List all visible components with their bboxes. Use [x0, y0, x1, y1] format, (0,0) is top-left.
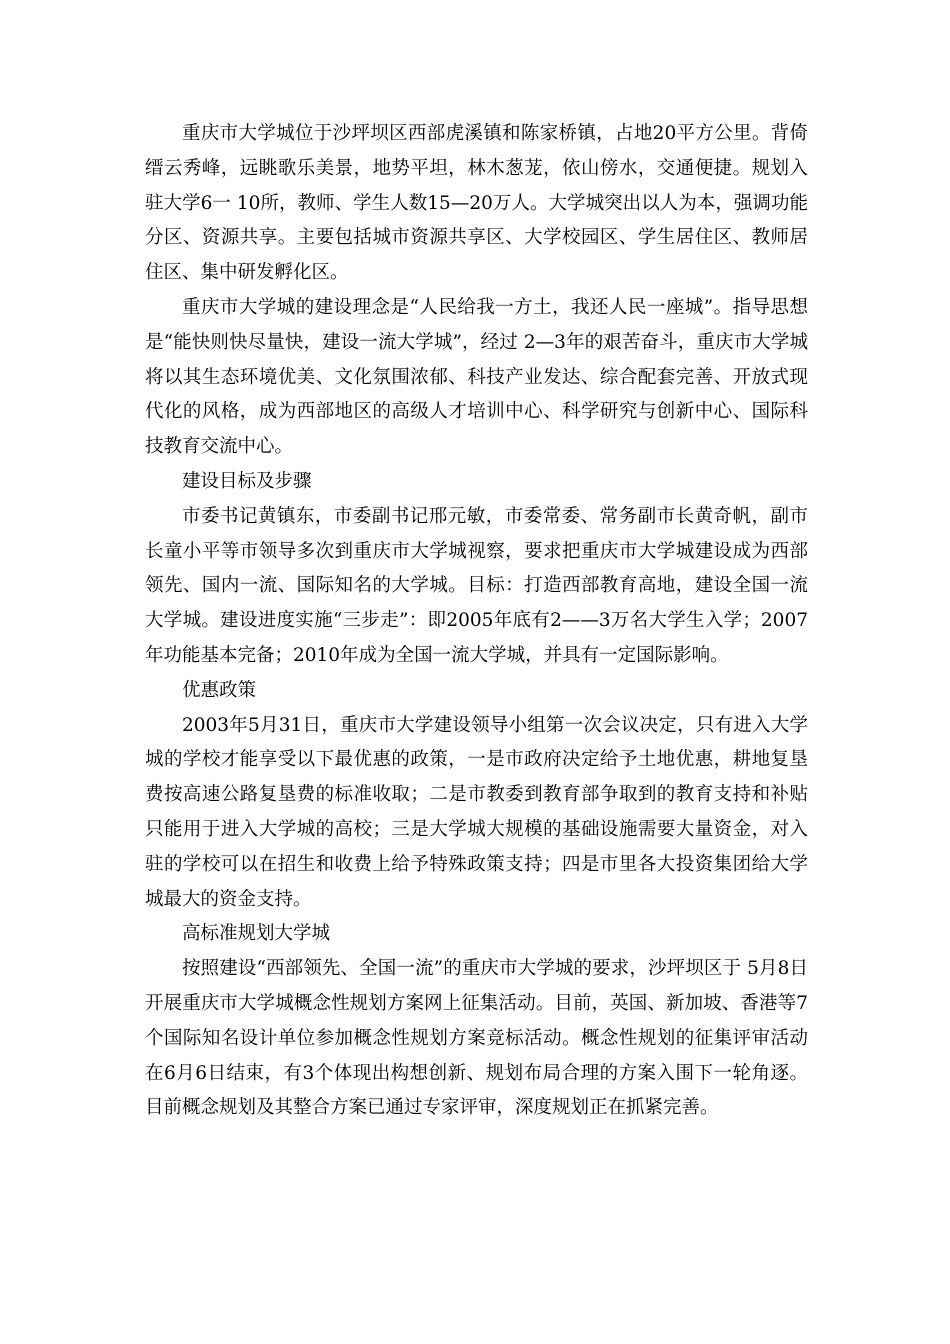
section-heading-goals: 建设目标及步骤 [182, 470, 312, 492]
section-heading-policy: 优惠政策 [182, 679, 257, 701]
paragraph-planning: 按照建设“西部领先、全国一流”的重庆市大学城的要求，沙坪坝区于 5月8日开展重庆市大学城概念性规划方案网上征集活动。目前，英国、新加坡、香港等7个国际知名设计单位参加概念性规划方案竞标活动。概念性规划的征集评审活动在6月6日结束，有3个体现出构想创新、规划布局合理的方案入围下一轮角逐。目前概念规划及其整合方案已通过专家评审，深度规划正在抓紧完善。 [145, 958, 808, 1119]
section-heading-planning: 高标准规划大学城 [182, 923, 331, 945]
paragraph-goals: 市委书记黄镇东，市委副书记邢元敏，市委常委、常务副市长黄奇帆，副市长童小平等市领导多次到重庆市大学城视察，要求把重庆市大学城建设成为西部领先、国内一流、国际知名的大学城。目标：打造西部教育高地，建设全国一流大学城。建设进度实施“三步走”：即2005年底有2——3万名大学生入学；2007年功能基本完备；2010年成为全国一流大学城，并具有一定国际影响。 [145, 505, 808, 666]
paragraph-policy: 2003年5月31日，重庆市大学建设领导小组第一次会议决定，只有进入大学城的学校才能享受以下最优惠的政策，一是市政府决定给予土地优惠，耕地复垦费按高速公路复垦费的标准收取；二是市教委到教育部争取到的教育支持和补贴只能用于进入大学城的高校；三是大学城大规模的基础设施需要大量资金，对入驻的学校可以在招生和收费上给予特殊政策支持；四是市里各大投资集团给大学城最大的资金支持。 [145, 714, 808, 910]
paragraph-concept: 重庆市大学城的建设理念是“人民给我一方土，我还人民一座城”。指导思想是“能快则快尽量快，建设一流大学城”，经过 2—3年的艰苦奋斗，重庆市大学城将以其生态环境优美、文化氛围浓郁、科技产业发达、综合配套完善、开放式现代化的风格，成为西部地区的高级人才培训中心、科学研究与创新中心、国际科技教育交流中心。 [145, 296, 808, 458]
document-body [145, 117, 808, 1126]
paragraph-overview: 重庆市大学城位于沙坪坝区西部虎溪镇和陈家桥镇，占地20平方公里。背倚缙云秀峰，远眺歌乐美景，地势平坦，林木葱茏，依山傍水，交通便捷。规划入驻大学6一 10所，教师、学生人数15—20万人。大学城突出以人为本，强调功能分区、资源共享。主要包括城市资源共享区、大学校园区、学生居住区、教师居住区、集中研发孵化区。 [145, 123, 808, 284]
